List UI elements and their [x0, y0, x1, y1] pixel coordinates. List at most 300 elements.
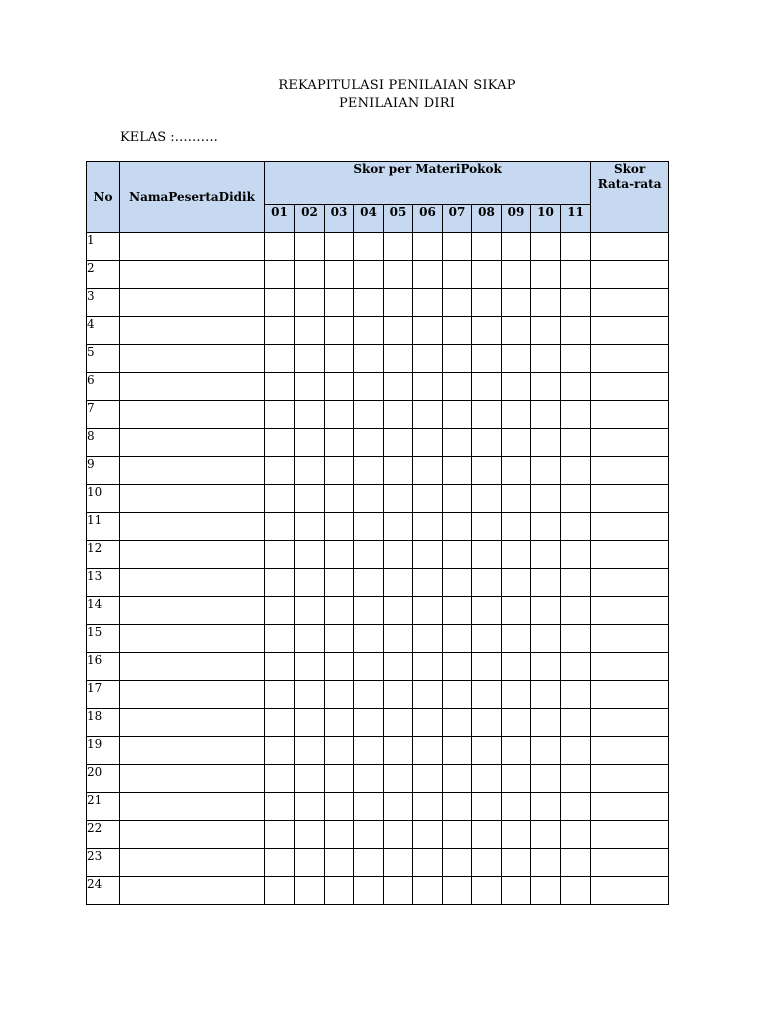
skor-cell-11: [561, 737, 591, 765]
skor-cell-09: [502, 737, 531, 765]
rata-rata-cell: [591, 373, 669, 401]
skor-cell-06: [413, 625, 443, 653]
skor-cell-08: [472, 541, 502, 569]
nama-cell: [120, 457, 265, 485]
skor-cell-07: [443, 429, 472, 457]
rata-rata-cell: [591, 849, 669, 877]
skor-cell-09: [502, 345, 531, 373]
skor-cell-01: [265, 541, 295, 569]
skor-cell-09: [502, 541, 531, 569]
row-number: 17: [87, 681, 120, 709]
skor-cell-02: [295, 709, 325, 737]
table-row: [87, 233, 669, 261]
skor-cell-02: [295, 233, 325, 261]
skor-cell-08: [472, 821, 502, 849]
skor-cell-05: [384, 849, 413, 877]
skor-cell-05: [384, 709, 413, 737]
skor-cell-02: [295, 681, 325, 709]
header-materi-04: 04: [354, 205, 384, 233]
header-materi-10: 10: [531, 205, 561, 233]
skor-cell-02: [295, 541, 325, 569]
skor-cell-10: [531, 765, 561, 793]
skor-cell-01: [265, 849, 295, 877]
skor-cell-04: [354, 373, 384, 401]
skor-cell-10: [531, 457, 561, 485]
rata-rata-cell: [591, 709, 669, 737]
skor-cell-05: [384, 317, 413, 345]
skor-cell-09: [502, 233, 531, 261]
header-materi-11: 11: [561, 205, 591, 233]
row-number: 7: [87, 401, 120, 429]
skor-cell-06: [413, 485, 443, 513]
skor-cell-05: [384, 429, 413, 457]
skor-cell-04: [354, 401, 384, 429]
skor-cell-06: [413, 345, 443, 373]
skor-cell-08: [472, 513, 502, 541]
skor-cell-04: [354, 737, 384, 765]
skor-cell-02: [295, 793, 325, 821]
skor-cell-10: [531, 709, 561, 737]
nama-cell: [120, 513, 265, 541]
table-row: [87, 597, 669, 625]
rata-rata-cell: [591, 457, 669, 485]
skor-cell-03: [325, 597, 354, 625]
nama-cell: [120, 765, 265, 793]
row-number: 8: [87, 429, 120, 457]
skor-cell-09: [502, 373, 531, 401]
row-number: 5: [87, 345, 120, 373]
row-number: 19: [87, 737, 120, 765]
skor-cell-03: [325, 793, 354, 821]
skor-cell-09: [502, 289, 531, 317]
rata-rata-cell: [591, 597, 669, 625]
skor-cell-05: [384, 345, 413, 373]
skor-cell-11: [561, 569, 591, 597]
row-number: 14: [87, 597, 120, 625]
skor-cell-09: [502, 849, 531, 877]
row-number: 22: [87, 821, 120, 849]
row-number: 4: [87, 317, 120, 345]
skor-cell-08: [472, 485, 502, 513]
skor-cell-04: [354, 429, 384, 457]
table-row: [87, 289, 669, 317]
skor-cell-07: [443, 877, 472, 905]
skor-cell-06: [413, 709, 443, 737]
skor-cell-08: [472, 373, 502, 401]
rata-rata-cell: [591, 625, 669, 653]
skor-cell-03: [325, 429, 354, 457]
skor-cell-10: [531, 877, 561, 905]
skor-cell-08: [472, 737, 502, 765]
skor-cell-06: [413, 513, 443, 541]
nama-cell: [120, 877, 265, 905]
skor-cell-01: [265, 373, 295, 401]
skor-cell-04: [354, 457, 384, 485]
skor-cell-01: [265, 513, 295, 541]
skor-cell-07: [443, 569, 472, 597]
skor-cell-08: [472, 765, 502, 793]
skor-cell-08: [472, 261, 502, 289]
skor-cell-05: [384, 625, 413, 653]
row-number: 21: [87, 793, 120, 821]
header-rata-rata-label: Rata-rata: [597, 177, 662, 191]
skor-cell-10: [531, 681, 561, 709]
skor-cell-09: [502, 793, 531, 821]
skor-cell-01: [265, 429, 295, 457]
skor-cell-06: [413, 877, 443, 905]
skor-cell-10: [531, 597, 561, 625]
skor-cell-02: [295, 569, 325, 597]
skor-cell-02: [295, 429, 325, 457]
skor-cell-04: [354, 513, 384, 541]
table-row: [87, 625, 669, 653]
skor-cell-10: [531, 373, 561, 401]
header-materi-01: 01: [265, 205, 295, 233]
skor-cell-02: [295, 877, 325, 905]
skor-cell-03: [325, 737, 354, 765]
skor-cell-03: [325, 569, 354, 597]
skor-cell-08: [472, 457, 502, 485]
nama-cell: [120, 793, 265, 821]
skor-cell-10: [531, 821, 561, 849]
skor-cell-11: [561, 793, 591, 821]
skor-cell-05: [384, 681, 413, 709]
nama-cell: [120, 709, 265, 737]
skor-cell-03: [325, 541, 354, 569]
rata-rata-cell: [591, 569, 669, 597]
row-number: 12: [87, 541, 120, 569]
table-row: [87, 541, 669, 569]
skor-cell-04: [354, 233, 384, 261]
skor-cell-11: [561, 849, 591, 877]
header-skor-per-materi: Skor per MateriPokok: [265, 162, 591, 205]
skor-cell-03: [325, 345, 354, 373]
skor-cell-07: [443, 457, 472, 485]
skor-cell-06: [413, 373, 443, 401]
nama-cell: [120, 233, 265, 261]
skor-cell-02: [295, 289, 325, 317]
skor-cell-11: [561, 373, 591, 401]
skor-cell-09: [502, 401, 531, 429]
row-number: 15: [87, 625, 120, 653]
skor-cell-09: [502, 681, 531, 709]
table-row: [87, 429, 669, 457]
nama-cell: [120, 345, 265, 373]
skor-cell-08: [472, 625, 502, 653]
row-number: 18: [87, 709, 120, 737]
skor-cell-06: [413, 317, 443, 345]
table-row: [87, 821, 669, 849]
skor-cell-02: [295, 597, 325, 625]
skor-cell-01: [265, 737, 295, 765]
skor-cell-03: [325, 653, 354, 681]
rata-rata-cell: [591, 429, 669, 457]
skor-cell-04: [354, 793, 384, 821]
skor-cell-02: [295, 485, 325, 513]
skor-cell-07: [443, 513, 472, 541]
skor-cell-10: [531, 485, 561, 513]
skor-cell-11: [561, 709, 591, 737]
nama-cell: [120, 373, 265, 401]
skor-cell-03: [325, 765, 354, 793]
skor-cell-03: [325, 625, 354, 653]
table-row: [87, 877, 669, 905]
skor-cell-06: [413, 653, 443, 681]
row-number: 16: [87, 653, 120, 681]
skor-cell-08: [472, 681, 502, 709]
skor-cell-11: [561, 317, 591, 345]
skor-cell-11: [561, 261, 591, 289]
skor-cell-11: [561, 877, 591, 905]
skor-cell-09: [502, 513, 531, 541]
table-body: [87, 233, 669, 905]
table-row: [87, 317, 669, 345]
skor-cell-08: [472, 877, 502, 905]
skor-cell-07: [443, 765, 472, 793]
skor-cell-08: [472, 317, 502, 345]
skor-cell-03: [325, 877, 354, 905]
skor-cell-07: [443, 737, 472, 765]
skor-cell-05: [384, 261, 413, 289]
table-row: [87, 457, 669, 485]
skor-cell-01: [265, 401, 295, 429]
skor-cell-08: [472, 345, 502, 373]
skor-cell-01: [265, 653, 295, 681]
skor-cell-01: [265, 821, 295, 849]
kelas-label: KELAS :……….: [120, 130, 218, 145]
skor-cell-03: [325, 849, 354, 877]
header-materi-06: 06: [413, 205, 443, 233]
skor-cell-03: [325, 457, 354, 485]
table-row: [87, 681, 669, 709]
row-number: 10: [87, 485, 120, 513]
nama-cell: [120, 821, 265, 849]
skor-cell-02: [295, 373, 325, 401]
table-row: [87, 849, 669, 877]
skor-cell-01: [265, 261, 295, 289]
skor-cell-08: [472, 429, 502, 457]
skor-cell-10: [531, 345, 561, 373]
skor-cell-09: [502, 569, 531, 597]
skor-cell-04: [354, 289, 384, 317]
skor-cell-02: [295, 653, 325, 681]
skor-cell-06: [413, 569, 443, 597]
rata-rata-cell: [591, 681, 669, 709]
skor-cell-05: [384, 653, 413, 681]
skor-cell-07: [443, 793, 472, 821]
skor-cell-06: [413, 289, 443, 317]
table-row: [87, 261, 669, 289]
row-number: 13: [87, 569, 120, 597]
table-row: [87, 737, 669, 765]
table-row: [87, 653, 669, 681]
skor-cell-02: [295, 401, 325, 429]
skor-cell-07: [443, 849, 472, 877]
skor-cell-03: [325, 485, 354, 513]
skor-cell-09: [502, 429, 531, 457]
skor-cell-01: [265, 233, 295, 261]
skor-cell-07: [443, 709, 472, 737]
skor-cell-06: [413, 401, 443, 429]
nama-cell: [120, 597, 265, 625]
skor-cell-08: [472, 569, 502, 597]
skor-cell-11: [561, 541, 591, 569]
skor-cell-11: [561, 625, 591, 653]
skor-cell-08: [472, 597, 502, 625]
header-materi-08: 08: [472, 205, 502, 233]
table-row: [87, 793, 669, 821]
skor-cell-10: [531, 541, 561, 569]
skor-cell-01: [265, 793, 295, 821]
skor-cell-01: [265, 569, 295, 597]
skor-cell-09: [502, 625, 531, 653]
skor-cell-11: [561, 765, 591, 793]
nama-cell: [120, 401, 265, 429]
rata-rata-cell: [591, 653, 669, 681]
skor-cell-10: [531, 625, 561, 653]
skor-cell-02: [295, 261, 325, 289]
skor-cell-08: [472, 849, 502, 877]
header-materi-02: 02: [295, 205, 325, 233]
skor-cell-01: [265, 765, 295, 793]
skor-cell-03: [325, 821, 354, 849]
skor-cell-11: [561, 653, 591, 681]
skor-cell-07: [443, 653, 472, 681]
skor-cell-06: [413, 681, 443, 709]
skor-cell-07: [443, 625, 472, 653]
rata-rata-cell: [591, 317, 669, 345]
header-skor-rata-rata: [591, 162, 669, 233]
rekap-table: [86, 161, 669, 905]
skor-cell-11: [561, 429, 591, 457]
rata-rata-cell: [591, 261, 669, 289]
skor-cell-08: [472, 401, 502, 429]
skor-cell-03: [325, 233, 354, 261]
row-number: 3: [87, 289, 120, 317]
skor-cell-06: [413, 429, 443, 457]
skor-cell-03: [325, 681, 354, 709]
skor-cell-06: [413, 737, 443, 765]
table-row: [87, 709, 669, 737]
table-row: [87, 765, 669, 793]
table-row: [87, 373, 669, 401]
skor-cell-07: [443, 373, 472, 401]
header-materi-09: 09: [502, 205, 531, 233]
header-materi-07: 07: [443, 205, 472, 233]
skor-cell-07: [443, 289, 472, 317]
skor-cell-01: [265, 289, 295, 317]
nama-cell: [120, 317, 265, 345]
skor-cell-11: [561, 597, 591, 625]
skor-cell-10: [531, 289, 561, 317]
skor-cell-07: [443, 345, 472, 373]
skor-cell-11: [561, 289, 591, 317]
skor-cell-01: [265, 485, 295, 513]
skor-cell-05: [384, 457, 413, 485]
skor-cell-04: [354, 877, 384, 905]
skor-cell-09: [502, 317, 531, 345]
skor-cell-06: [413, 793, 443, 821]
table-row: [87, 401, 669, 429]
rata-rata-cell: [591, 233, 669, 261]
skor-cell-01: [265, 709, 295, 737]
skor-cell-01: [265, 877, 295, 905]
skor-cell-06: [413, 457, 443, 485]
skor-cell-07: [443, 681, 472, 709]
rata-rata-cell: [591, 485, 669, 513]
header-nama-peserta-didik: NamaPesertaDidik: [120, 162, 265, 233]
rata-rata-cell: [591, 737, 669, 765]
skor-cell-11: [561, 401, 591, 429]
skor-cell-08: [472, 793, 502, 821]
skor-cell-10: [531, 261, 561, 289]
skor-cell-07: [443, 317, 472, 345]
skor-cell-09: [502, 821, 531, 849]
nama-cell: [120, 485, 265, 513]
skor-cell-05: [384, 821, 413, 849]
rata-rata-cell: [591, 289, 669, 317]
skor-cell-02: [295, 513, 325, 541]
nama-cell: [120, 681, 265, 709]
skor-cell-08: [472, 233, 502, 261]
skor-cell-04: [354, 345, 384, 373]
skor-cell-05: [384, 597, 413, 625]
nama-cell: [120, 261, 265, 289]
skor-cell-05: [384, 793, 413, 821]
rata-rata-cell: [591, 877, 669, 905]
skor-cell-10: [531, 569, 561, 597]
skor-cell-05: [384, 289, 413, 317]
skor-cell-10: [531, 513, 561, 541]
skor-cell-03: [325, 709, 354, 737]
skor-cell-05: [384, 765, 413, 793]
skor-cell-02: [295, 849, 325, 877]
skor-cell-04: [354, 597, 384, 625]
nama-cell: [120, 653, 265, 681]
skor-cell-10: [531, 233, 561, 261]
row-number: 24: [87, 877, 120, 905]
skor-cell-09: [502, 457, 531, 485]
skor-cell-10: [531, 653, 561, 681]
skor-cell-09: [502, 485, 531, 513]
skor-cell-03: [325, 317, 354, 345]
skor-cell-06: [413, 849, 443, 877]
skor-cell-10: [531, 793, 561, 821]
skor-cell-06: [413, 765, 443, 793]
skor-cell-05: [384, 541, 413, 569]
skor-cell-09: [502, 597, 531, 625]
skor-cell-03: [325, 513, 354, 541]
skor-cell-02: [295, 317, 325, 345]
skor-cell-06: [413, 597, 443, 625]
skor-cell-05: [384, 737, 413, 765]
skor-cell-03: [325, 261, 354, 289]
skor-cell-01: [265, 345, 295, 373]
skor-cell-11: [561, 233, 591, 261]
nama-cell: [120, 429, 265, 457]
skor-cell-08: [472, 709, 502, 737]
skor-cell-04: [354, 709, 384, 737]
skor-cell-03: [325, 373, 354, 401]
skor-cell-06: [413, 261, 443, 289]
skor-cell-07: [443, 821, 472, 849]
skor-cell-04: [354, 653, 384, 681]
rata-rata-cell: [591, 765, 669, 793]
skor-cell-11: [561, 513, 591, 541]
skor-cell-04: [354, 261, 384, 289]
skor-cell-03: [325, 289, 354, 317]
table-row: [87, 485, 669, 513]
